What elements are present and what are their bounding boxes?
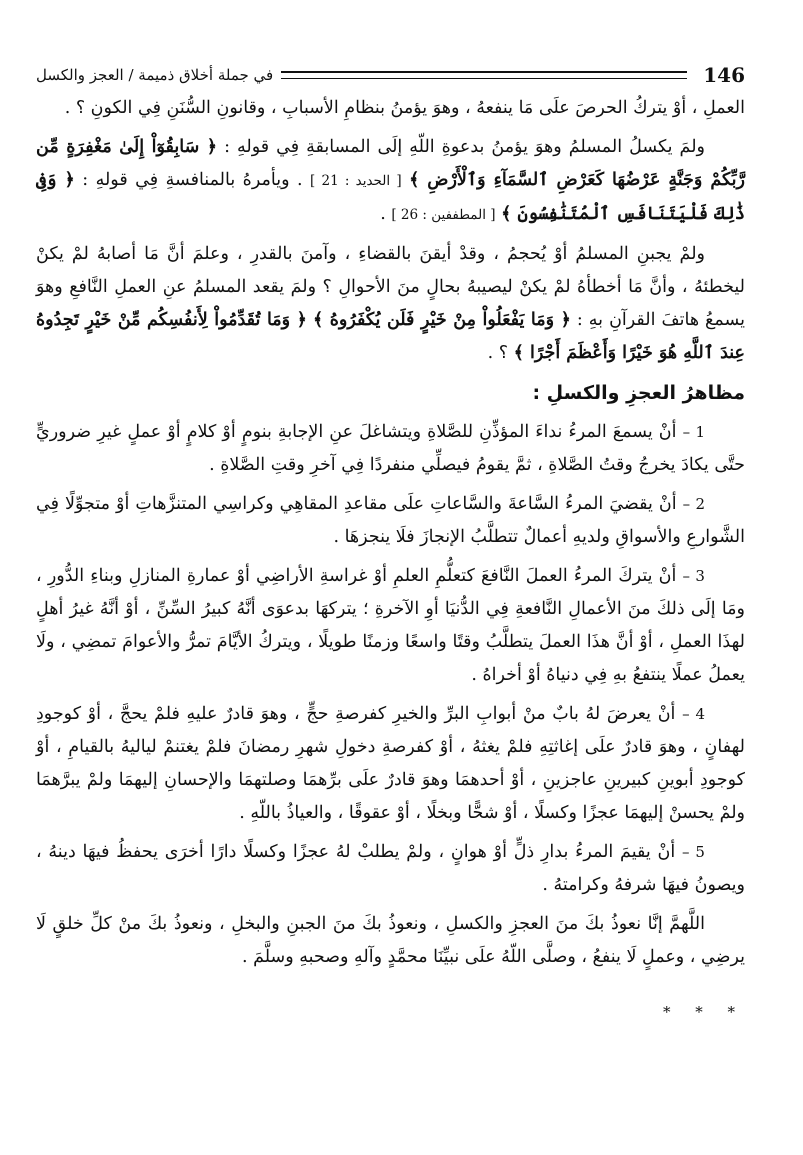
list-number: 1 –	[682, 423, 705, 441]
running-title: في جملة أخلاق ذميمة / العجز والكسل	[36, 66, 274, 84]
page-content	[36, 92, 745, 1029]
list-number: 5 –	[681, 843, 705, 861]
paragraph-continuation: العملِ ، أوْ يتركُ الحرصَ علَى مَا ينفعهُ ، وهوَ يؤمنُ بنظامِ الأسبابِ ، وقانونِ السُّنَنِ فِي الكونِ ؟ .	[64, 98, 745, 118]
paragraph-courage	[36, 238, 745, 370]
page-number: 146	[703, 63, 745, 87]
list-number: 4 –	[682, 705, 705, 723]
quran-verse: ﴿ وَمَا يَفْعَلُواْ مِنْ خَيْرٍ فَلَن يُكْفَرُوهُ ﴾	[312, 310, 571, 330]
list-text: أنْ يقضيَ المرءُ السَّاعةَ والسَّاعاتِ علَى مقاعدِ المقاهِي وكراسِي المتنزَّهاتِ أوْ متجوِّلًا فِي الشَّوارعِ والأسواقِ ولديهِ أعمالٌ تتطلَّبُ الإنجازَ فلَا ينجزهَا .	[36, 494, 745, 547]
paragraph-competition	[36, 131, 745, 232]
list-item	[36, 488, 745, 554]
header-rule	[281, 71, 687, 79]
list-text: أنْ يسمعَ المرءُ نداءَ المؤذِّنِ للصَّلاةِ ويتشاغلَ عنِ الإجابةِ بنومٍ أوْ كلامٍ أوْ عملٍ غيرِ ضروريٍّ حتَّى يكادَ يخرجُ وقتُ الصَّلاةِ ، ثمَّ يقومُ فيصلِّي منفردًا فِي آخرِ وقتِ الصَّلاةِ .	[36, 422, 745, 475]
quran-verse: ﴿ وَمَا تُقَدِّمُواْ لِأَنفُسِكُم مِّنْ خَيْرٍ تَجِدُوهُ عِندَ ٱللَّهِ هُوَ خَيْرًا وَأَعْظَمَ أَجْرًا ﴾	[36, 310, 745, 363]
list-item	[36, 416, 745, 482]
list-item	[36, 560, 745, 692]
list-item	[36, 836, 745, 902]
list-number: 3 –	[682, 567, 705, 585]
page-header	[36, 58, 745, 92]
list-item	[36, 698, 745, 830]
section-end-stars: * * *	[662, 1003, 745, 1021]
list-text: أنْ يتركَ المرءُ العملَ النَّافعَ كتعلُّمِ العلمِ أوْ غراسةِ الأراضِي أوْ عمارةِ المنازلِ وبناءِ الدُّورِ ، ومَا إلَى ذلكَ منَ الأعمالِ النَّافعةِ فِي الدُّنيَا أوِ الآخرةِ ؛ يتركهَا بدعوَى أنَّهُ كبيرُ السِّنِّ ، أوْ أنَّهُ غيرُ أهلٍ لهذَا العملِ ، أوْ أنَّ هذَا العملَ يتطلَّبُ وقتًا واسعًا وزمنًا طويلًا ، ويتركُ الأيَّامَ تمرُّ والأعوامَ تمضِي ، ولَا يعملُ عملًا ينتفعُ بهِ فِي دنياهُ أوْ أخراهُ .	[36, 566, 745, 685]
paragraph-text: .	[380, 204, 386, 224]
list-text: أنْ يعرضَ لهُ بابٌ منْ أبوابِ البرِّ والخيرِ كفرصةِ حجٍّ ، وهوَ قادرٌ عليهِ فلمْ يحجَّ ، أوْ كوجودِ لهفانٍ ، وهوَ قادرٌ علَى إغاثتِهِ فلمْ يغثهُ ، أوْ كفرصةِ دخولِ شهرِ رمضانَ فلمْ يغتنمْ لياليهُ بالقيامِ ، أوْ كوجودِ أبوينِ كبيرينِ عاجزينِ ، أوْ أحدهمَا وهوَ قادرٌ علَى برِّهمَا وصلتهمَا والإحسانِ إليهمَا ولمْ يبرَّهمَا ولمْ يحسنْ إليهمَا عجزًا وكسلًا ، أوْ شحًّا وبخلًا ، أوْ عقوقًا ، والعياذُ باللّهِ .	[36, 704, 745, 823]
list-text: أنْ يقيمَ المرءُ بدارِ ذلٍّ أوْ هوانٍ ، ولمْ يطلبْ لهُ عجزًا وكسلًا دارًا أخرَى يحفظُ فيهَا دينهُ ، ويصونُ فيهَا شرفهُ وكرامتهُ .	[36, 842, 745, 895]
verse-reference: [ المطففين : 26 ]	[391, 207, 496, 223]
quran-verse: ﴿ سَابِقُوٓاْ إِلَىٰ مَغْفِرَةٍ مِّن رَّبِّكُمْ وَجَنَّةٍ عَرْضُهَا كَعَرْضِ ٱلسَّمَآءِ وَٱلْأَرْضِ ﴾	[36, 137, 745, 190]
verse-reference: [ الحديد : 21 ]	[310, 173, 402, 189]
quran-verse: ﴿ وَفِى ذَٰلِكَ فَلْيَتَنَافَسِ ٱلْمُتَنَٰفِسُونَ ﴾	[36, 170, 745, 224]
list-number: 2 –	[682, 495, 705, 513]
paragraph-text: . ويأمرهُ بالمنافسةِ فِي قولهِ :	[82, 170, 303, 190]
closing-dua: اللَّهمَّ إنَّا نعوذُ بكَ منَ العجزِ والكسلِ ، ونعوذُ بكَ منَ الجبنِ والبخلِ ، ونعوذُ بكَ منْ كلِّ خلقٍ لَا يرضِي ، وعملٍ لَا ينفعُ ، وصلَّى اللّهُ علَى نبيِّنَا محمَّدٍ وآلهِ وصحبهِ وسلَّمَ .	[36, 914, 745, 967]
paragraph-text: ولمَ يكسلُ المسلمُ وهوَ يؤمنُ بدعوةِ اللّهِ إلَى المسابقةِ فِي قولهِ :	[224, 137, 705, 157]
paragraph-text: ؟ .	[487, 343, 509, 363]
section-heading: مظاهرُ العجزِ والكسلِ :	[532, 382, 745, 404]
paragraph-text: ولمْ يجبنِ المسلمُ أوْ يُحجمُ ، وقدْ أيقنَ بالقضاءِ ، وآمنَ بالقدرِ ، وعلمَ أنَّ مَا أصابهُ لمْ يكنْ ليخطئهُ ، وأنَّ مَا أخطأهُ لمْ يكنْ ليصيبهُ بحالٍ منَ الأحوالِ ؟ ولمَ يقعد المسلمُ عنِ العملِ النَّافعِ وهوَ يسمعُ هاتفَ القرآنِ بهِ :	[36, 244, 745, 330]
